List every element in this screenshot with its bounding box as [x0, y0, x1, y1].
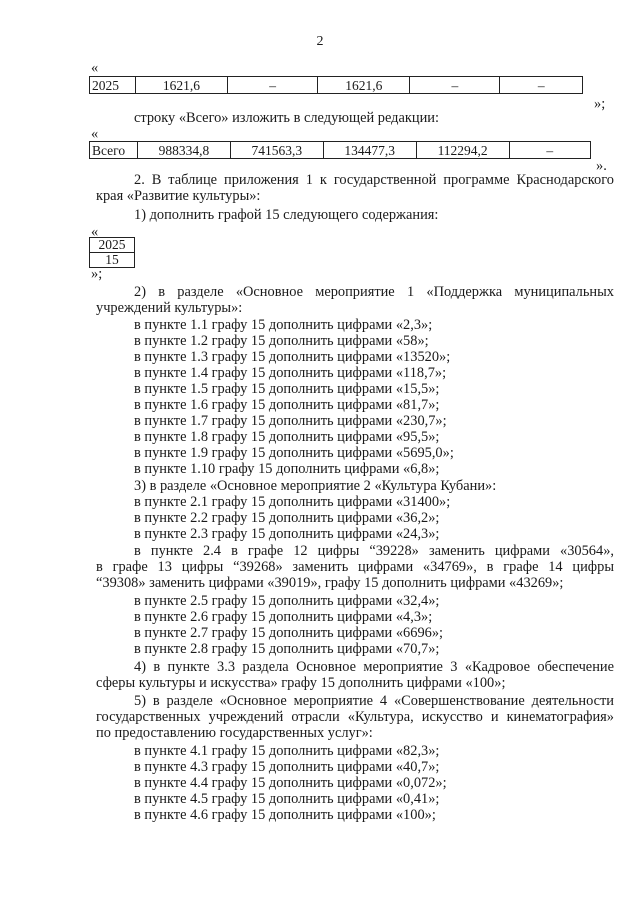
paragraph-2-5-line-3: по предоставлению государственных услуг»:: [96, 725, 373, 741]
paragraph-2-4-line-2: сферы культуры и искусства» графу 15 дополнить цифрами «100»;: [96, 675, 506, 691]
list-item: в пункте 2.2 графу 15 дополнить цифрами «36,2»;: [134, 510, 440, 526]
cell-value: 112294,2: [416, 142, 509, 159]
cell-value: –: [228, 77, 318, 94]
list-item: в пункте 4.4 графу 15 дополнить цифрами «0,072»;: [134, 775, 447, 791]
list-item: в пункте 1.7 графу 15 дополнить цифрами «230,7»;: [134, 413, 447, 429]
item-2-4-line-3: “39308» заменить цифрами «39019», графу 15 дополнить цифрами «43269»;: [96, 575, 564, 591]
cell-value: 988334,8: [137, 142, 230, 159]
list-item: в пункте 2.7 графу 15 дополнить цифрами «6696»;: [134, 625, 444, 641]
list-item: в пункте 1.4 графу 15 дополнить цифрами «118,7»;: [134, 365, 447, 381]
list-item: в пункте 1.6 графу 15 дополнить цифрами «81,7»;: [134, 397, 440, 413]
paragraph-2-4-line-1: 4) в пункте 3.3 раздела Основное мероприятие 3 «Кадровое обеспечение: [134, 659, 614, 675]
list-item: в пункте 1.3 графу 15 дополнить цифрами «13520»;: [134, 349, 451, 365]
list-item: в пункте 4.6 графу 15 дополнить цифрами «100»;: [134, 807, 436, 823]
page-number: 2: [316, 34, 324, 49]
paragraph-2-1: 1) дополнить графой 15 следующего содержания:: [134, 207, 439, 223]
paragraph-2-line-2: края «Развитие культуры»:: [96, 188, 261, 204]
close-quote: »;: [594, 96, 606, 112]
paragraph-2-2-line-2: учреждений культуры»:: [96, 300, 243, 316]
table-row-total: [89, 141, 591, 159]
cell-value: –: [410, 77, 500, 94]
paragraph-2-2-line-1: 2) в разделе «Основное мероприятие 1 «Поддержка муниципальных: [134, 284, 614, 300]
open-quote: «: [91, 126, 99, 142]
cell-value: 134477,3: [323, 142, 416, 159]
close-quote: ».: [596, 158, 607, 174]
cell-value: –: [509, 142, 590, 159]
column-15-number: 15: [90, 253, 135, 268]
cell-value: –: [500, 77, 583, 94]
open-quote: «: [91, 60, 99, 76]
list-item: в пункте 1.1 графу 15 дополнить цифрами «2,3»;: [134, 317, 433, 333]
cell-year: 2025: [90, 77, 136, 94]
list-item: в пункте 4.1 графу 15 дополнить цифрами «82,3»;: [134, 743, 440, 759]
paragraph-2-line-1: 2. В таблице приложения 1 к государственной программе Краснодарского: [134, 172, 614, 188]
cell-value: 1621,6: [135, 77, 227, 94]
list-item: в пункте 1.8 графу 15 дополнить цифрами «95,5»;: [134, 429, 440, 445]
cell-label: Всего: [90, 142, 138, 159]
cell-value: 741563,3: [230, 142, 323, 159]
list-item: в пункте 1.5 графу 15 дополнить цифрами «15,5»;: [134, 381, 440, 397]
column-15-year: 2025: [90, 238, 135, 253]
list-item: в пункте 4.5 графу 15 дополнить цифрами «0,41»;: [134, 791, 440, 807]
table-row-2025: [89, 76, 583, 94]
list-item: в пункте 1.9 графу 15 дополнить цифрами «5695,0»;: [134, 445, 454, 461]
cell-value: 1621,6: [318, 77, 410, 94]
paragraph-2-5-line-1: 5) в разделе «Основное мероприятие 4 «Совершенствование деятельности: [134, 693, 614, 709]
paragraph-2-5-line-2: государственных учреждений отрасли «Культура, искусство и кинематография»: [96, 709, 614, 725]
total-row-intro: строку «Всего» изложить в следующей редакции:: [134, 110, 439, 126]
list-item: в пункте 2.3 графу 15 дополнить цифрами «24,3»;: [134, 526, 440, 542]
paragraph-2-3: 3) в разделе «Основное мероприятие 2 «Культура Кубани»:: [134, 478, 497, 494]
list-item: в пункте 2.1 графу 15 дополнить цифрами «31400»;: [134, 494, 451, 510]
list-item: в пункте 1.10 графу 15 дополнить цифрами «6,8»;: [134, 461, 440, 477]
close-quote: »;: [91, 266, 103, 282]
list-item: в пункте 2.6 графу 15 дополнить цифрами «4,3»;: [134, 609, 433, 625]
list-item: в пункте 4.3 графу 15 дополнить цифрами «40,7»;: [134, 759, 440, 775]
list-item: в пункте 2.8 графу 15 дополнить цифрами «70,7»;: [134, 641, 440, 657]
list-item: в пункте 2.5 графу 15 дополнить цифрами «32,4»;: [134, 593, 440, 609]
open-quote: «: [91, 224, 99, 240]
item-2-4-line-2: в графе 13 цифры “39268» заменить цифрами «34769», в графе 14 цифры: [96, 559, 614, 575]
list-item: в пункте 1.2 графу 15 дополнить цифрами «58»;: [134, 333, 429, 349]
item-2-4-line-1: в пункте 2.4 в графе 12 цифры “39228» заменить цифрами «30564»,: [134, 543, 614, 559]
column-15-table: [89, 237, 135, 268]
